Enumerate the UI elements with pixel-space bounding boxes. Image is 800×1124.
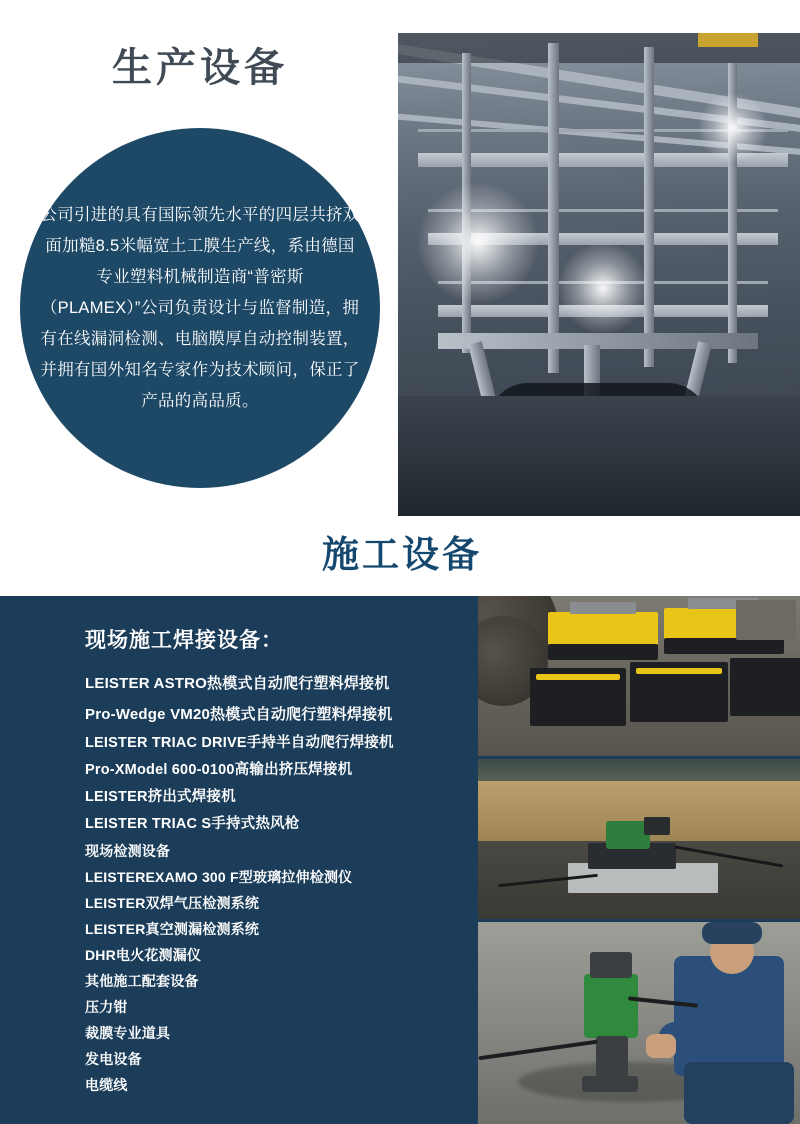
factory-interior-photo [398, 33, 800, 516]
case-stripe [636, 668, 722, 674]
equipment-case [730, 658, 800, 716]
welding-machine-base [664, 638, 784, 654]
list-item: DHR电火花测漏仪 [85, 947, 202, 963]
list-item: LEISTER双焊气压检测系统 [85, 895, 260, 911]
worker-hand [646, 1034, 676, 1058]
support-column [644, 47, 654, 367]
production-equipment-section [0, 0, 800, 516]
worker-cap [702, 922, 762, 944]
light-glow [418, 183, 538, 303]
list-item: LEISTER挤出式焊接机 [85, 789, 236, 805]
yellow-marker [698, 33, 758, 47]
equipment-list-column [0, 596, 478, 1124]
page-title-production: 生产设备 [112, 46, 288, 90]
machine-motor [590, 952, 632, 978]
list-item: Pro-XModel 600-0100高输出挤压焊接机 [85, 762, 353, 778]
light-glow [558, 243, 648, 333]
equipment-list-heading: 现场施工焊接设备： [85, 629, 283, 652]
welding-machine-base [548, 644, 658, 660]
machine-handle [570, 602, 636, 614]
worker-legs [684, 1062, 794, 1124]
list-item: 电缆线 [85, 1077, 128, 1093]
list-item: LEISTER TRIAC S手持式热风枪 [85, 816, 300, 832]
list-item: LEISTER真空测漏检测系统 [85, 921, 260, 937]
machine-base [582, 1076, 638, 1092]
construction-photo-column [478, 596, 800, 1124]
page-title-construction: 施工设备 [322, 534, 482, 575]
case-stripe [536, 674, 620, 680]
construction-equipment-section [0, 596, 800, 1124]
list-item: Pro-Wedge VM20热模式自动爬行塑料焊接机 [85, 706, 393, 723]
support-column [548, 43, 559, 373]
list-item: 其他施工配套设备 [85, 973, 199, 989]
list-item: 现场检测设备 [85, 843, 171, 859]
equipment-list [85, 668, 478, 1098]
production-text-column [0, 0, 400, 516]
production-description-circle [20, 128, 380, 488]
list-item: 裁膜专业道具 [85, 1025, 171, 1041]
welding-machine-body [548, 612, 658, 646]
field-testing-equipment-photo [478, 759, 800, 919]
factory-floor [398, 396, 800, 516]
worker-welding-photo [478, 922, 800, 1124]
list-item: 发电设备 [85, 1051, 142, 1067]
welding-machine [584, 974, 638, 1038]
light-glow [698, 93, 768, 163]
welding-machines-photo [478, 596, 800, 756]
production-description-text: 公司引进的具有国际领先水平的四层共挤双面加糙8.5米幅宽土工膜生产线，系由德国专业塑料机械制造商“普密斯（PLAMEX）”公司负责设计与监督制造，拥有在线漏洞检测、电脑膜厚自动控制装置，并拥有国外知名专家作为技术顾问，保正了产品的高品质。 [40, 205, 360, 410]
device-head [644, 817, 670, 835]
list-item: LEISTEREXAMO 300 F型玻璃拉伸检测仪 [85, 869, 353, 885]
background-object [736, 600, 796, 640]
list-item: LEISTER ASTRO热模式自动爬行塑料焊接机 [85, 675, 390, 692]
construction-equipment-title-band [0, 516, 800, 596]
list-item: 压力钳 [85, 999, 128, 1015]
list-item: LEISTER TRIAC DRIVE手持半自动爬行焊接机 [85, 735, 394, 751]
